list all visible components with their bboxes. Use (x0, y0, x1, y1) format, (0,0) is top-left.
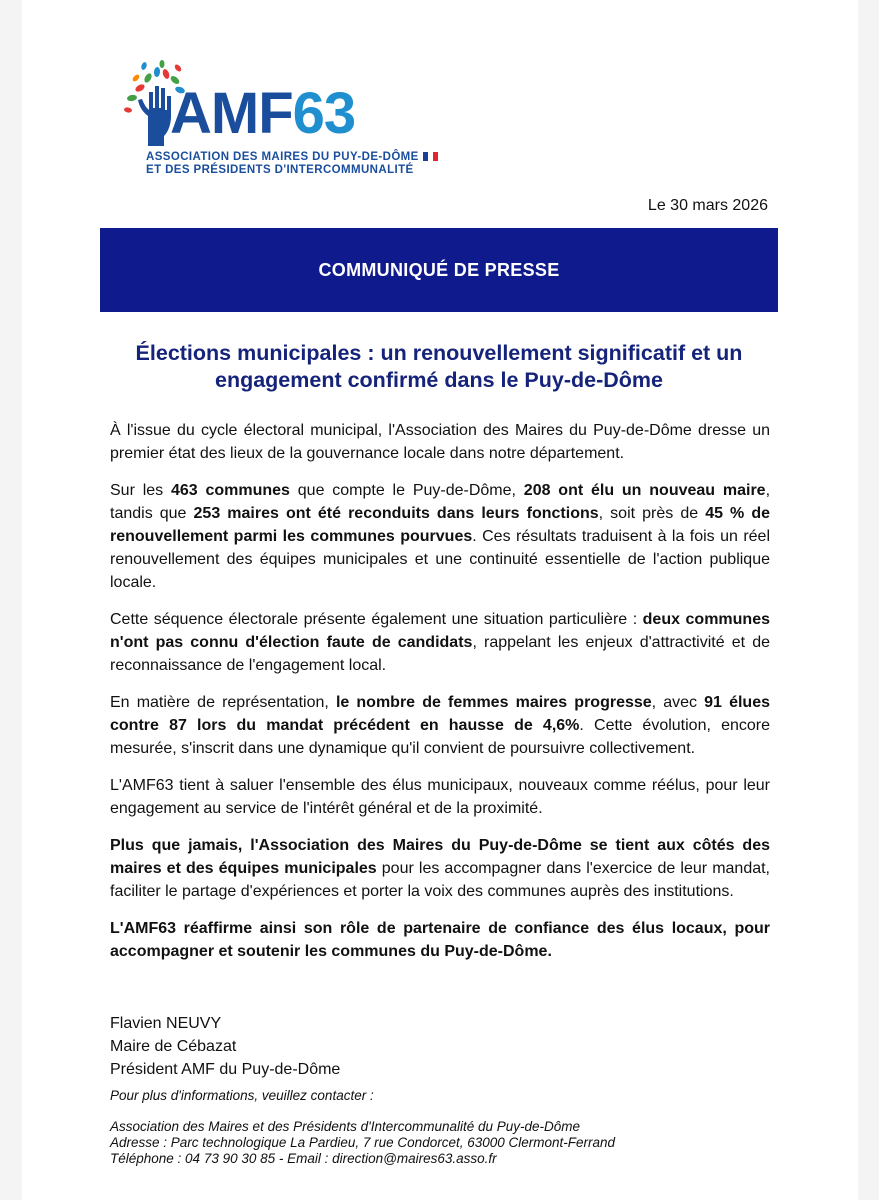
paragraph-support: Plus que jamais, l'Association des Maires du Puy-de-Dôme se tient aux côtés des maires et des équipes municipales pour les accompagner dans l'exercice de leur mandat, faciliter le partage d'expériences et porter la voix des communes auprès des institutions. (110, 837, 770, 900)
amf63-logo (118, 58, 438, 180)
contact-intro: Pour plus d'informations, veuillez contacter : (110, 1088, 374, 1103)
logo-wordmark: AMF63 (170, 81, 356, 146)
press-release-banner (100, 228, 778, 312)
press-release-title (100, 340, 778, 394)
contact-address: Adresse : Parc technologique La Pardieu, 7 rue Condorcet, 63000 Clermont-Ferrand (110, 1135, 616, 1150)
logo-tagline-2: ET DES PRÉSIDENTS D'INTERCOMMUNALITÉ (146, 164, 414, 176)
french-flag-icon (423, 152, 438, 161)
contact-phone-email: Téléphone : 04 73 90 30 85 - Email : direction@maires63.asso.fr (110, 1151, 497, 1166)
paragraph-no-election: Cette séquence électorale présente également une situation particulière : deux communes n'ont pas connu d'élection faute de candidats, rappelant les enjeux d'attractivité et de reconnaissance de l'engagement local. (110, 611, 771, 674)
paragraph-conclusion: L'AMF63 réaffirme ainsi son rôle de partenaire de confiance des élus locaux, pour accompagner et soutenir les communes du Puy-de-Dôme. (110, 920, 770, 960)
press-release-body (110, 419, 770, 977)
release-date: Le 30 mars 2026 (647, 197, 768, 214)
signatory-role-2: Président AMF du Puy-de-Dôme (110, 1061, 341, 1078)
paragraph-results: Sur les 463 communes que compte le Puy-de-Dôme, 208 ont élu un nouveau maire, tandis que 253 maires ont été reconduits dans leurs fonctions, soit près de 45 % de renouvellement parmi les communes pourvues. Ces résultats traduisent à la fois un réel renouvellement des équipes municipales et une continuité essentielle de l'action publique locale. (110, 482, 771, 591)
paragraph-thanks: L'AMF63 tient à saluer l'ensemble des élus municipaux, nouveaux comme réélus, pour leur engagement au service de l'intérêt général et de la proximité. (110, 777, 770, 817)
paragraph-women-mayors: En matière de représentation, le nombre de femmes maires progresse, avec 91 élues contre 87 lors du mandat précédent en hausse de 4,6%. Cette évolution, encore mesurée, s'inscrit dans une dynamique qu'il convient de poursuivre collectivement. (110, 694, 771, 757)
paragraph-intro: À l'issue du cycle électoral municipal, l'Association des Maires du Puy-de-Dôme dresse un premier état des lieux de la gouvernance locale dans notre département. (110, 422, 770, 462)
contact-block (110, 1088, 810, 1167)
contact-organisation: Association des Maires et des Présidents d'Intercommunalité du Puy-de-Dôme (110, 1119, 581, 1134)
title-line-1: Élections municipales : un renouvellement significatif et un (135, 341, 743, 365)
logo-tagline-1: ASSOCIATION DES MAIRES DU PUY-DE-DÔME (146, 151, 446, 163)
signatory-name: Flavien NEUVY (110, 1015, 222, 1032)
signatory-role-1: Maire de Cébazat (110, 1038, 237, 1055)
press-release-page (22, 0, 858, 1200)
title-line-2: engagement confirmé dans le Puy-de-Dôme (214, 368, 663, 392)
signature-block (110, 1012, 510, 1081)
banner-label: COMMUNIQUÉ DE PRESSE (318, 259, 560, 280)
